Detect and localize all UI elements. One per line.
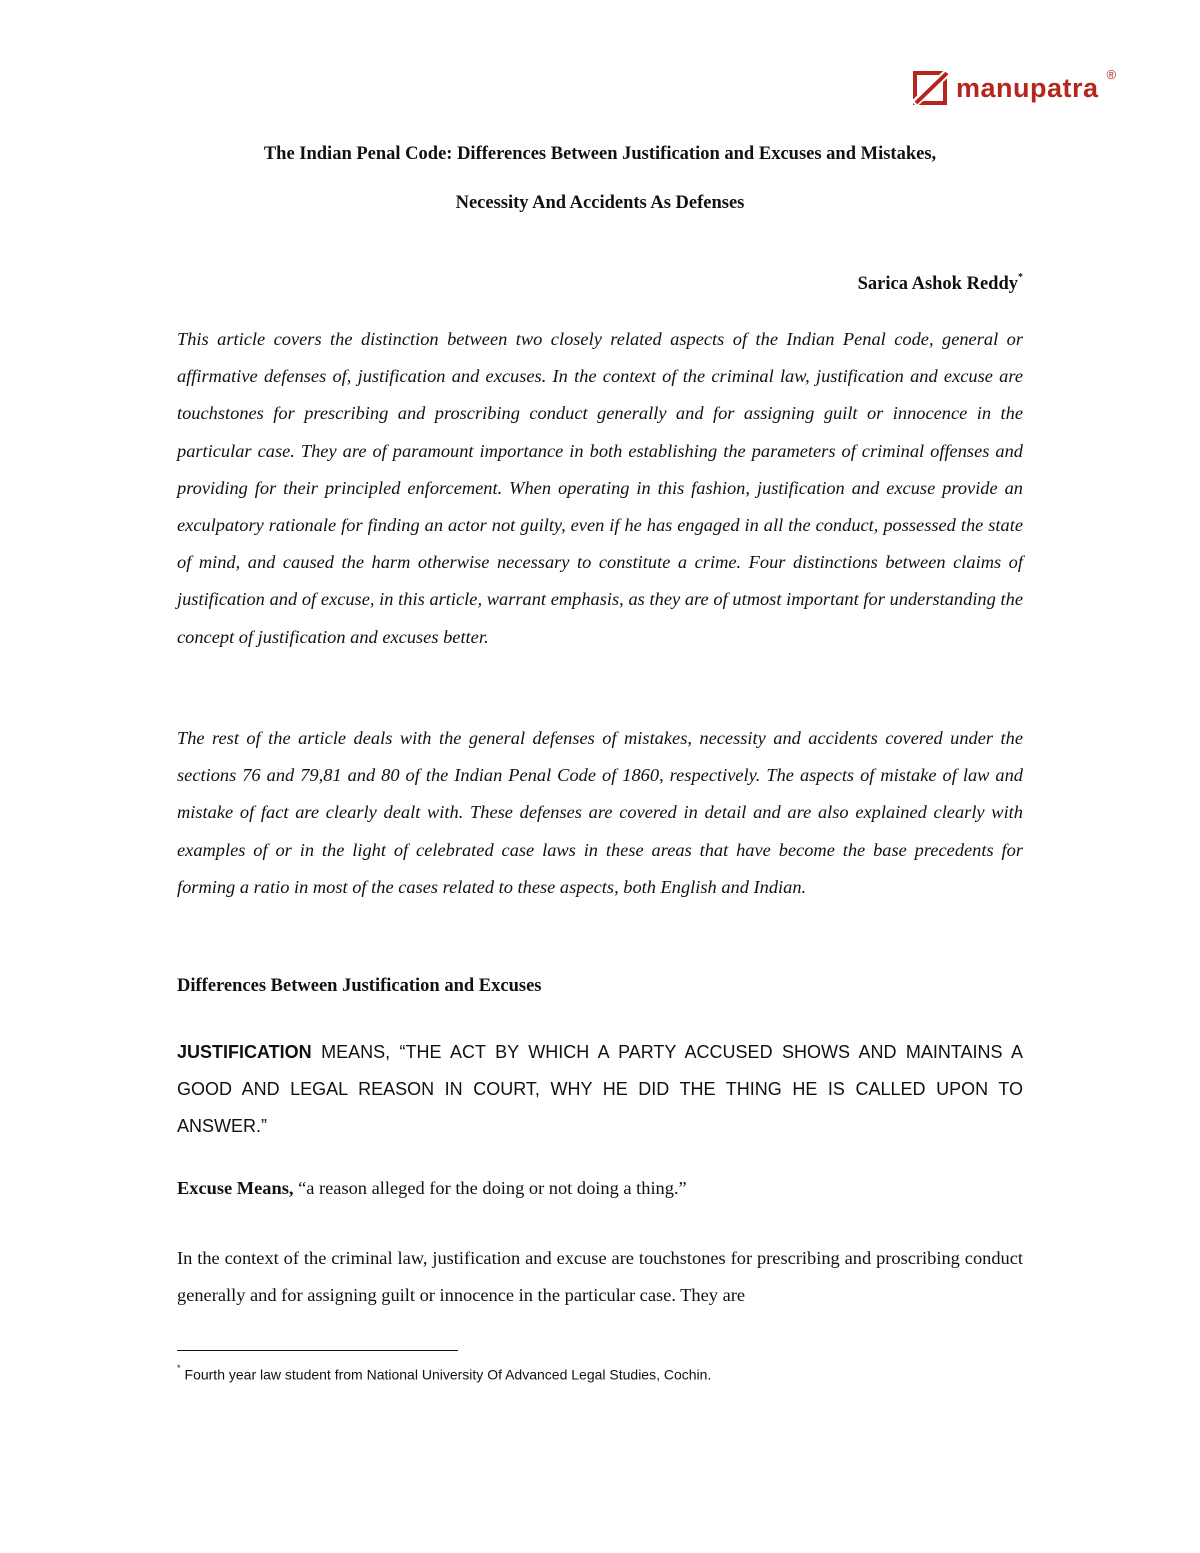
footnote-mark: * [177,1363,181,1373]
justification-term: JUSTIFICATION [177,1042,312,1062]
logo-wordmark: manupatra [956,72,1099,103]
justification-definition [177,1034,1023,1145]
author-byline [858,274,1023,295]
footnote [177,1363,712,1383]
footnote-separator [177,1350,458,1351]
excuse-text: “a reason alleged for the doing or not doing a thing.” [293,1178,687,1198]
author-footnote-mark: * [1018,272,1023,283]
footnote-text: Fourth year law student from National University Of Advanced Legal Studies, Cochin. [184,1366,712,1383]
document-title-line-1: The Indian Penal Code: Differences Between Justification and Excuses and Mistakes, [263,144,937,164]
abstract-paragraph-1: This article covers the distinction between two closely related aspects of the Indian Penal code, general or affirmative defenses of, justification and excuses. In the context of the criminal law, justification and excuse are touchstones for prescribing and proscribing conduct generally and for assigning guilt or innocence in the particular case. They are of paramount importance in both establishing the parameters of criminal offenses and providing for their principled enforcement. When operating in this fashion, justification and excuse provide an exculpatory rationale for finding an actor not guilty, even if he has engaged in all the conduct, possessed the state of mind, and caused the harm otherwise necessary to constitute a crime. Four distinctions between claims of justification and of excuse, in this article, warrant emphasis, as they are of utmost important for understanding the concept of justification and excuses better. [177,329,1023,647]
section-heading: Differences Between Justification and Excuses [177,976,542,996]
registered-mark: ® [1106,66,1117,82]
excuse-term: Excuse Means, [177,1178,294,1198]
body-paragraph: In the context of the criminal law, justification and excuse are touchstones for prescribing and proscribing conduct generally and for assigning guilt or innocence in the particular case. They are [177,1248,1023,1306]
manupatra-logo [912,66,1117,106]
abstract-paragraph-2: The rest of the article deals with the general defenses of mistakes, necessity and accidents covered under the sections 76 and 79,81 and 80 of the Indian Penal Code of 1860, respectively. The aspects of mistake of law and mistake of fact are clearly dealt with. These defenses are covered in detail and are also explained clearly with examples of or in the light of celebrated case laws in these areas that have become the base precedents for forming a ratio in most of the cases related to these aspects, both English and Indian. [177,728,1023,897]
excuse-definition [177,1178,687,1199]
justification-text: MEANS, “THE ACT BY WHICH A PARTY ACCUSED SHOWS AND MAINTAINS A GOOD AND LEGAL REASON IN COURT, WHY HE DID THE THING HE IS CALLED UPON TO ANSWER.” [177,1042,1023,1136]
document-title-line-2: Necessity And Accidents As Defenses [455,193,745,213]
author-name: Sarica Ashok Reddy [857,274,1018,295]
manupatra-logo-icon [912,70,950,106]
